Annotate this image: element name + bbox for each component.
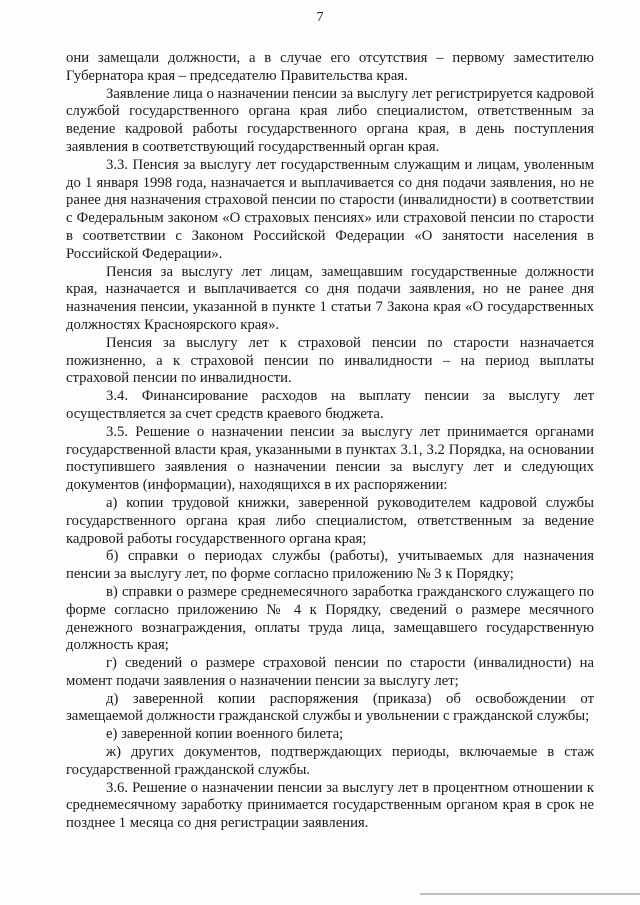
paragraph-lifetime-pension: Пенсия за выслугу лет к страховой пенсии по старости назначается пожизненно, а к страховой пенсии по инвалидности – на период выплаты страховой пенсии по инвалидности. — [66, 334, 594, 387]
list-item-g: г) сведений о размере страховой пенсии по старости (инвалидности) на момент подачи заявления о назначении пенсии за выслугу лет; — [66, 655, 594, 689]
list-item-b: б) справки о периодах службы (работы), учитываемых для назначения пенсии за выслугу лет, по форме согласно приложению № 3 к Порядку; — [66, 548, 594, 583]
scan-edge-line — [420, 893, 640, 895]
page-number: 7 — [316, 10, 324, 25]
paragraph-application-registration: Заявление лица о назначении пенсии за выслугу лет регистрируется кадровой службой государственного органа края либо специалистом, ответственным за ведение кадровой работы государственного органа края, в день поступления заявления в соответствующий государственный орган края. — [66, 85, 594, 155]
list-item-zh: ж) других документов, подтверждающих периоды, включаемые в стаж государственной гражданской службы. — [66, 744, 594, 778]
list-item-a: а) копии трудовой книжки, заверенной руководителем кадровой службы государственного органа края либо специалистом, ответственным за ведение кадровой работы государственного органа края; — [66, 494, 594, 547]
paragraph-3-3: 3.3. Пенсия за выслугу лет государственным служащим и лицам, уволенным до 1 января 1998 года, назначается и выплачивается со дня подачи заявления, но не ранее дня назначения страховой пенсии по старости (инвалидности) в соответствии с Федеральным законом «О страховых пенсиях» или страховой пенсии по старости в соответствии с Законом Российской Федерации «О занятости населения в Российской Федерации». — [66, 156, 594, 262]
list-item-v: в) справки о размере среднемесячного заработка гражданского служащего по форме согласно приложению № 4 к Порядку, сведений о размере месячного денежного вознаграждения, оплаты труда лица, замещавшего государственную должность края; — [66, 583, 594, 654]
paragraph-state-positions: Пенсия за выслугу лет лицам, замещавшим государственные должности края, назначается и выплачивается со дня подачи заявления, но не ранее дня назначения пенсии, указанной в пункте 1 статьи 7 Закона края «О государственных должностях Красноярского края». — [66, 263, 594, 333]
list-item-d: д) заверенной копии распоряжения (приказа) об освобождении от замещаемой должности гражданской службы и увольнении с гражданской службы; — [66, 690, 594, 725]
paragraph-3-6: 3.6. Решение о назначении пенсии за выслугу лет в процентном отношении к среднемесячному заработку принимается государственным органом края в срок не позднее 1 месяца со дня регистрации заявления. — [66, 779, 594, 832]
document-body — [66, 50, 594, 833]
paragraph-continuation: они замещали должности, а в случае его отсутствия – первому заместителю Губернатора края – председателю Правительства края. — [66, 50, 594, 84]
paragraph-3-4: 3.4. Финансирование расходов на выплату пенсии за выслугу лет осуществляется за счет средств краевого бюджета. — [66, 388, 594, 422]
paragraph-3-5: 3.5. Решение о назначении пенсии за выслугу лет принимается органами государственной власти края, указанными в пунктах 3.1, 3.2 Порядка, на основании поступившего заявления о назначении пенсии за выслугу лет и следующих документов (информации), находящихся в их распоряжении: — [66, 423, 594, 494]
list-item-e: е) заверенной копии военного билета; — [106, 726, 344, 743]
